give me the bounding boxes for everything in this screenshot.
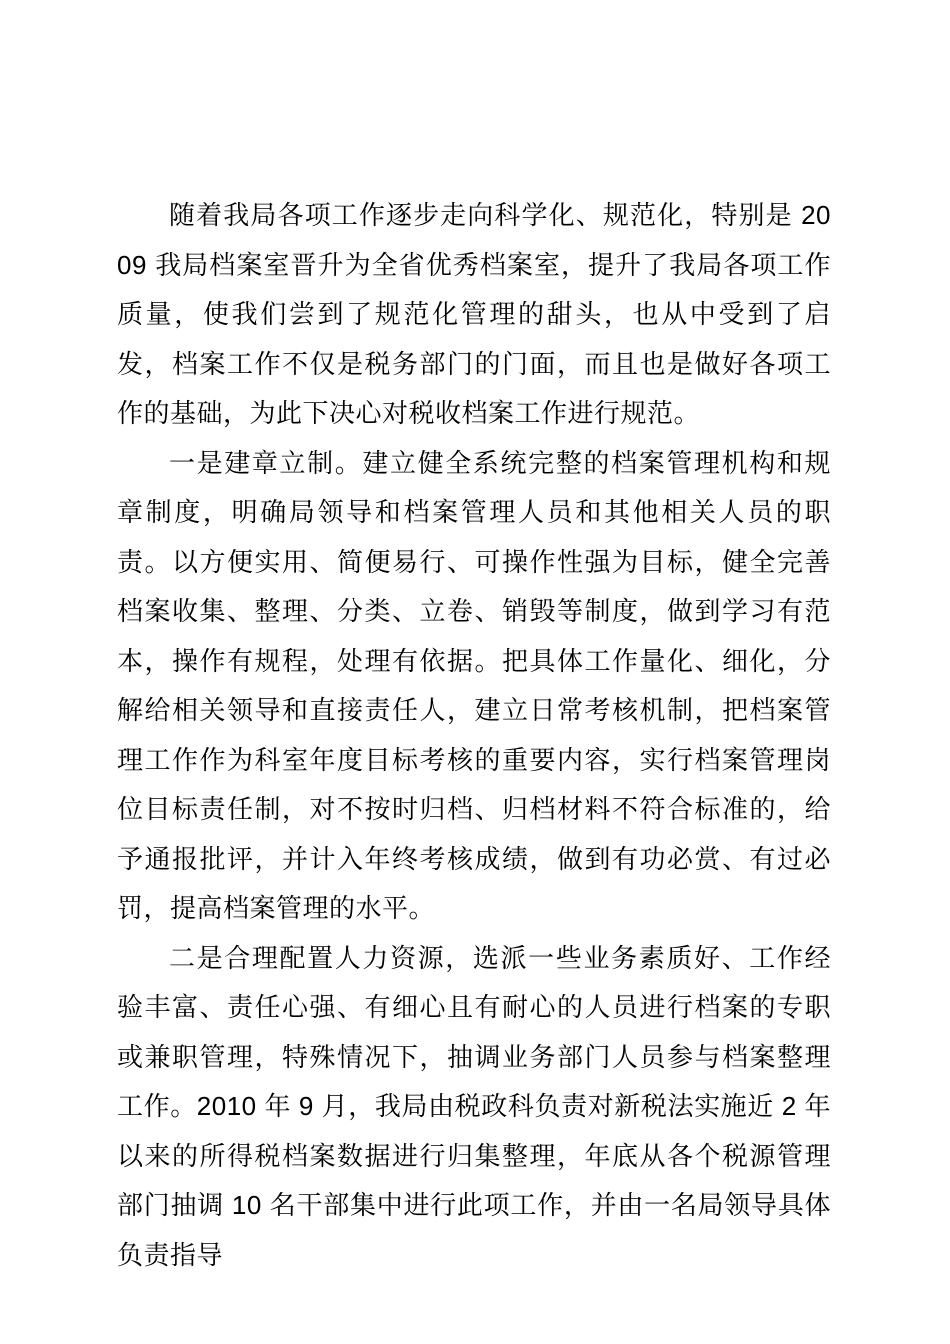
paragraph-first-measure: 一是建章立制。建立健全系统完整的档案管理机构和规章制度，明确局领导和档案管理人员和其他相关人员的职责。以方便实用、简便易行、可操作性强为目标，健全完善档案收集、整理、分类、立卷、销毁等制度，做到学习有范本，操作有规程，处理有依据。把具体工作量化、细化，分解给相关领导和直接责任人，建立日常考核机制，把档案管理工作作为科室年度目标考核的重要内容，实行档案管理岗位目标责任制，对不按时归档、归档材料不符合标准的，给予通报批评，并计入年终考核成绩，做到有功必赏、有过必罚，提高档案管理的水平。 <box>117 447 831 923</box>
paragraph-intro: 随着我局各项工作逐步走向科学化、规范化，特别是 2009 我局档案室晋升为全省优秀档案室，提升了我局各项工作质量，使我们尝到了规范化管理的甜头，也从中受到了启发，档案工作不仅是税务部门的门面，而且也是做好各项工作的基础，为此下决心对税收档案工作进行规范。 <box>117 200 831 428</box>
paragraph-second-measure: 二是合理配置人力资源，选派一些业务素质好、工作经验丰富、责任心强、有细心且有耐心的人员进行档案的专职或兼职管理，特殊情况下，抽调业务部门人员参与档案整理工作。2010 年 9 月，我局由税政科负责对新税法实施近 2 年以来的所得税档案数据进行归集整理，年底从各个税源管理部门抽调 10 名干部集中进行此项工作，并由一名局领导具体负责指导 <box>117 942 831 1270</box>
document-text-block <box>117 191 831 1280</box>
